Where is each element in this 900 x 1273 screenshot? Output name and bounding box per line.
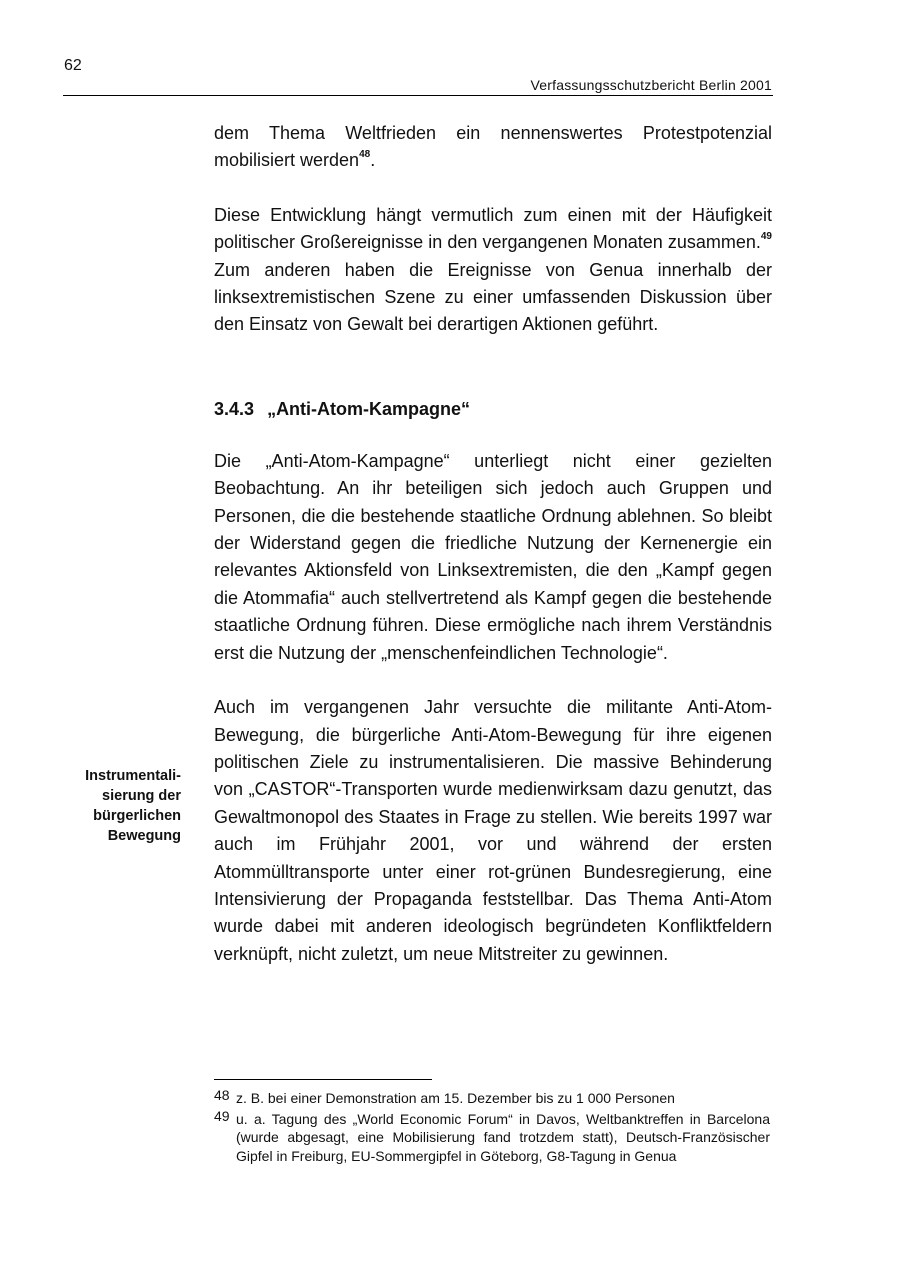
paragraph-2-text-a: Diese Entwicklung hängt vermutlich zum einen mit der Häufigkeit politischer Großereignisse in den vergangenen Monaten zusammen. xyxy=(214,204,772,253)
header-rule xyxy=(63,95,773,96)
paragraph-3: Die „Anti-Atom-Kampagne“ unterliegt nicht einer gezielten Beobachtung. An ihr beteiligen sich jedoch auch Gruppen und Personen, die die bestehende staatliche Ordnung ablehnen. So bleibt der Widerstand gegen die friedliche Nutzung der Kernenergie ein relevantes Aktionsfeld von Linksextremisten, die den „Kampf gegen die Atommafia“ auch stellvertretend als Kampf gegen die bestehende staatliche Ordnung führen. Diese ermögliche nach ihrem Verständnis erst die Nutzung der „menschenfeindlichen Technologie“. xyxy=(214,450,772,663)
footnote-48 xyxy=(214,1089,770,1108)
page-number: 62 xyxy=(64,57,82,74)
footnote-number: 48 xyxy=(214,1087,230,1103)
footnote-ref-49[interactable]: 49 xyxy=(760,231,772,243)
paragraph-1-end: . xyxy=(370,150,376,171)
margin-note-line: bürgerlichen xyxy=(93,808,181,824)
margin-note xyxy=(40,766,181,846)
footnote-text: z. B. bei einer Demonstration am 15. Dezember bis zu 1 000 Personen xyxy=(236,1090,675,1106)
footnote-rule xyxy=(214,1079,432,1080)
margin-note-line: sierung der xyxy=(102,788,181,804)
paragraph-1-text: dem Thema Weltfrieden ein nennenswertes Protestpotenzial mobilisiert werden xyxy=(214,123,772,171)
main-content xyxy=(214,120,772,968)
section-heading xyxy=(214,399,772,420)
paragraph-2 xyxy=(214,202,772,339)
section-number: 3.4.3 xyxy=(214,398,255,419)
paragraph-4: Auch im vergangenen Jahr versuchte die militante Anti-Atom-Bewegung, die bürgerliche Anti-Atom-Bewegung für ihre eigenen politischen Ziele zu instrumentalisieren. Die massive Behinderung von „CASTOR“-Transporten wurde medienwirksam dazu genutzt, das Gewaltmonopol des Staates in Frage zu stellen. Wie bereits 1997 war auch im Frühjahr 2001, vor und während der ersten Atommülltransporte unter einer rot-grünen Bundesregierung, eine Intensivierung der Propaganda feststellbar. Das Thema Anti-Atom wurde dabei mit anderen ideologisch begründeten Konfliktfeldern verknüpft, nicht zuletzt, um neue Mitstreiter zu gewinnen. xyxy=(214,697,772,964)
footnotes xyxy=(214,1089,770,1167)
margin-note-line: Instrumentali- xyxy=(85,768,181,784)
footnote-ref-48[interactable]: 48 xyxy=(359,149,371,161)
footnote-49 xyxy=(214,1107,770,1166)
section-title: „Anti-Atom-Kampagne“ xyxy=(267,398,471,419)
footnote-text: u. a. Tagung des „World Economic Forum“ in Davos, Weltbanktreffen in Barcelona (wurde abgesagt, eine Mobilisierung fand trotzdem statt), Deutsch-Französischer Gipfel in Freiburg, EU-Sommergipfel in Göteborg, G8-Tagung in Genua xyxy=(236,1110,770,1164)
running-header: Verfassungsschutzbericht Berlin 2001 xyxy=(530,77,772,93)
paragraph-2-text-b: Zum anderen haben die Ereignisse von Genua innerhalb der linksextremistischen Szene zu einer umfassenden Diskussion über den Einsatz von Gewalt bei derartigen Aktionen geführt. xyxy=(214,259,772,335)
paragraph-1 xyxy=(214,120,772,175)
margin-note-line: Bewegung xyxy=(107,828,181,844)
footnote-number: 49 xyxy=(214,1107,230,1124)
